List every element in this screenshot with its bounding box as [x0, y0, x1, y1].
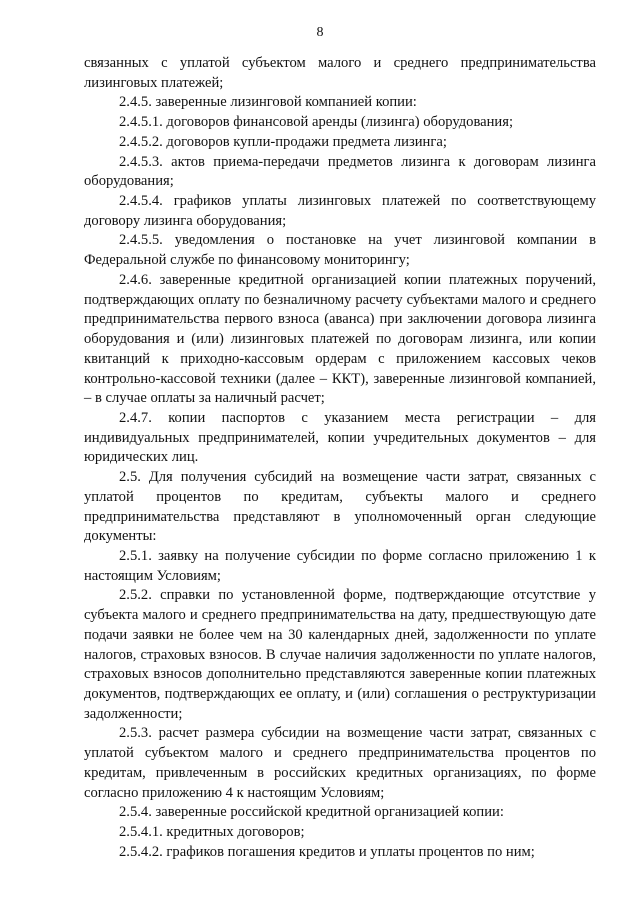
paragraph: 2.4.5.3. актов приема-передачи предметов лизинга к договорам лизинга оборудования;	[84, 153, 596, 190]
paragraph: 2.5.4.2. графиков погашения кредитов и уплаты процентов по ним;	[119, 843, 535, 860]
paragraph: 2.5.1. заявку на получение субсидии по форме согласно приложению 1 к настоящим Условиям;	[84, 547, 596, 584]
paragraph: 2.4.5.5. уведомления о постановке на учет лизинговой компании в Федеральной службе по финансовому мониторингу;	[84, 232, 596, 269]
paragraph: 2.4.7. копии паспортов с указанием места регистрации – для индивидуальных предпринимателей, копии учредительных документов – для юридических лиц.	[84, 409, 596, 466]
paragraph: 2.4.5.2. договоров купли-продажи предмета лизинга;	[119, 133, 447, 150]
paragraph: 2.5.4. заверенные российской кредитной организацией копии:	[119, 804, 504, 821]
document-body	[84, 54, 596, 862]
paragraph: 2.5.3. расчет размера субсидии на возмещение части затрат, связанных с уплатой субъектом малого и среднего предпринимательства процентов по кредитам, привлеченным в российских кредитных организациях, по форме согласно приложению 4 к настоящим Условиям;	[84, 725, 596, 801]
paragraph: 2.4.6. заверенные кредитной организацией копии платежных поручений, подтверждающих оплату по безналичному расчету субъектами малого и среднего предпринимательства первого взноса (аванса) при заключении договора лизинга оборудования и (или) лизинговых платежей по договорам лизинга, или копии квитанций к приходно-кассовым ордерам с приложением кассовых чеков контрольно-кассовой техники (далее – ККТ), заверенные лизинговой компанией, – в случае оплаты за наличный расчет;	[84, 271, 596, 407]
paragraph: 2.4.5.4. графиков уплаты лизинговых платежей по соответствующему договору лизинга оборудования;	[84, 193, 596, 229]
page-number: 8	[316, 25, 324, 40]
paragraph: 2.5.2. справки по установленной форме, подтверждающие отсутствие у субъекта малого и среднего предпринимательства на дату, предшествующую дате подачи заявки не более чем на 30 календарных дней, задолженности по уплате налогов, страховых взносов. В случае наличия задолженности по уплате налогов, страховых взносов дополнительно представляются заверенные копии платежных документов, подтверждающих ее оплату, и (или) соглашения о реструктуризации задолженности;	[84, 587, 596, 722]
paragraph: 2.4.5. заверенные лизинговой компанией копии:	[119, 94, 417, 111]
paragraph: 2.5.4.1. кредитных договоров;	[119, 824, 305, 841]
paragraph: связанных с уплатой субъектом малого и среднего предпринимательства лизинговых платежей;	[84, 55, 596, 91]
paragraph: 2.5. Для получения субсидий на возмещение части затрат, связанных с уплатой процентов по кредитам, субъекты малого и среднего предпринимательства представляют в уполномоченный орган следующие документы:	[84, 469, 596, 545]
paragraph: 2.4.5.1. договоров финансовой аренды (лизинга) оборудования;	[119, 114, 514, 131]
